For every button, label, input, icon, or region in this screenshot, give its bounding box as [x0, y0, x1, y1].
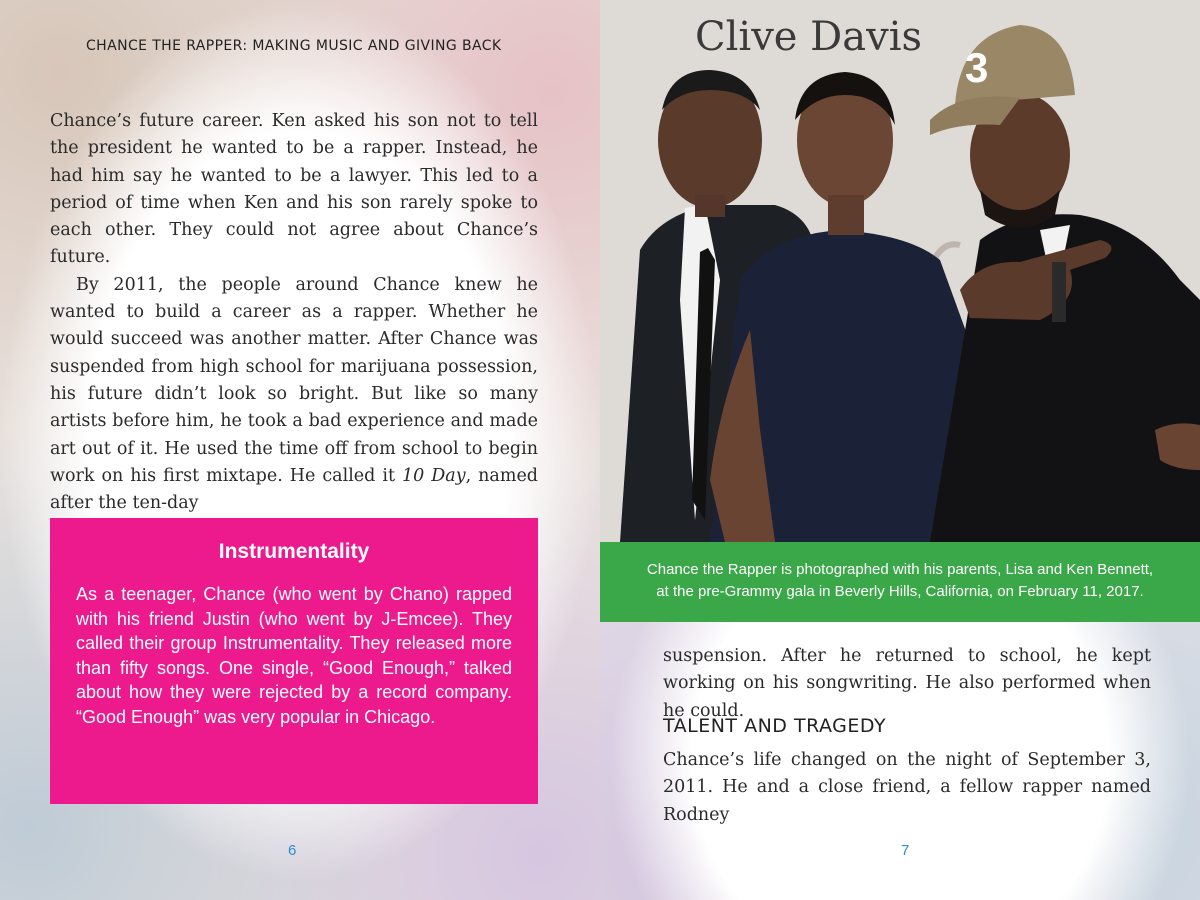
paragraph: Chance’s life changed on the night of September 3, 2011. He and a close friend, a fellow rapper named Rodney	[663, 750, 1151, 825]
running-head: CHANCE THE RAPPER: MAKING MUSIC AND GIVING BACK	[86, 38, 502, 54]
sidebar-box	[50, 518, 538, 804]
caption-line: at the pre-Grammy gala in Beverly Hills, California, on February 11, 2017.	[656, 583, 1144, 600]
caption-line: Chance the Rapper is photographed with his parents, Lisa and Ken Bennett,	[646, 561, 1154, 578]
photo-caption	[600, 542, 1200, 622]
right-body-text-2	[663, 747, 1151, 829]
paragraph: suspension. After he returned to school, he kept working on his songwriting. He also performed when he could.	[663, 646, 1151, 721]
paragraph-text: By 2011, the people around Chance knew he wanted to build a career as a rapper. Whether he would succeed was another matter. After Chance was suspended from high school for marijuana possession, his future didn’t look so bright. But like so many artists before him, he took a bad experience and made art out of it. He used the time off from school to begin work on his first mixtape. He called it	[50, 274, 538, 486]
page-number: 6	[288, 842, 297, 859]
right-body-text	[663, 643, 1151, 725]
photo	[600, 0, 1200, 542]
backdrop-text: Clive Davis	[695, 14, 923, 60]
paragraph-text: , named after the ten-day	[50, 465, 539, 514]
sidebar-text: As a teenager, Chance (who went by Chano) rapped with his friend Justin (who went by J-Emcee). They called their group Instrumentality. They released more than fifty songs. One single, “Good Enough,” talked about how they were rejected by a record company. “Good Enough” was very popular in Chicago.	[76, 584, 512, 727]
photo-illustration	[600, 0, 1200, 542]
cap-logo: 3	[965, 44, 989, 91]
right-page	[600, 0, 1200, 900]
paragraph: Chance’s future career. Ken asked his son not to tell the president he wanted to be a rapper. Instead, he had him say he wanted to be a lawyer. This led to a period of time when Ken and his son rarely spoke to each other. They could not agree about Chance’s future.	[50, 111, 538, 268]
paragraph	[50, 272, 538, 518]
mixtape-title: 10 Day	[401, 465, 466, 486]
left-body-text	[50, 108, 538, 517]
sidebar-title: Instrumentality	[218, 540, 370, 563]
page-number: 7	[901, 842, 910, 859]
section-heading: TALENT AND TRAGEDY	[663, 715, 887, 737]
